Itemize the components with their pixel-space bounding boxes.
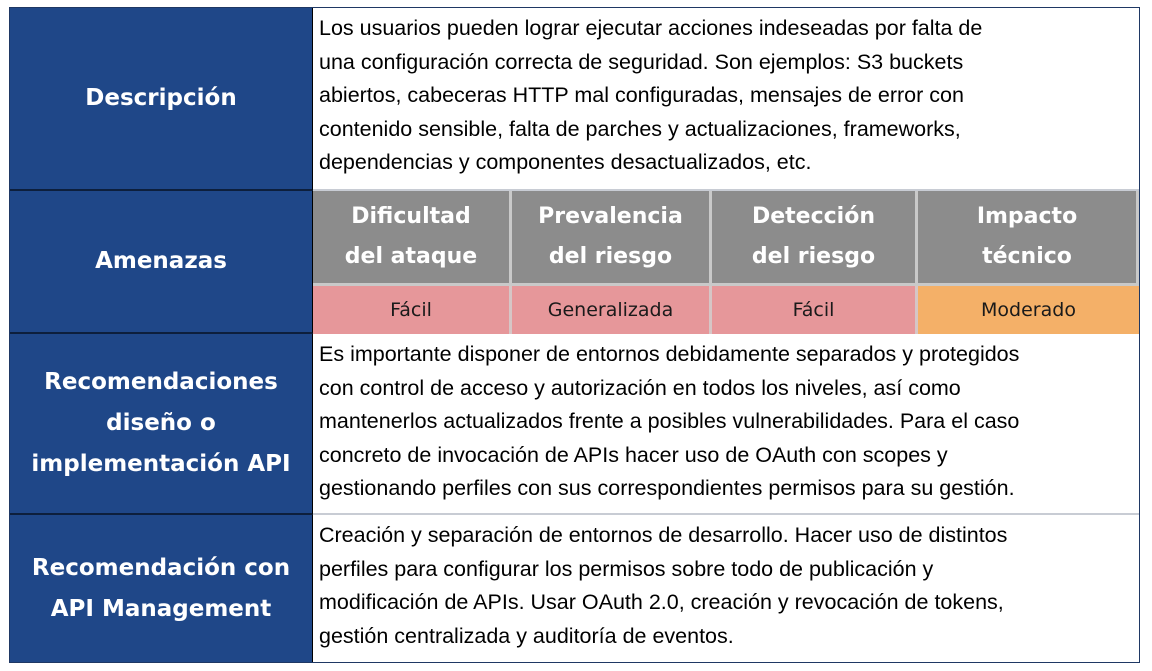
threat-header-prevalence bbox=[512, 191, 712, 286]
threat-header-difficulty bbox=[313, 191, 512, 286]
threat-value-prevalence: Generalizada bbox=[512, 286, 712, 334]
threat-header-impact bbox=[918, 191, 1139, 286]
row-label-descripcion bbox=[10, 8, 313, 191]
row-label-recomendaciones-diseno bbox=[10, 334, 313, 515]
threat-value-difficulty: Fácil bbox=[313, 286, 512, 334]
label-text: Amenazas bbox=[95, 248, 227, 274]
text-line: dependencias y componentes desactualizados, etc. bbox=[319, 150, 812, 175]
threat-value-detection: Fácil bbox=[712, 286, 918, 334]
text-line: perfiles para configurar los permisos sobre todo de publicación y bbox=[319, 556, 934, 581]
threat-value-impact: Moderado bbox=[918, 286, 1139, 334]
header-line: técnico bbox=[982, 244, 1072, 269]
text-line: con control de acceso y autorización en todos los niveles, así como bbox=[319, 375, 961, 400]
header-line: Detección bbox=[751, 204, 875, 229]
label-line: API Management bbox=[50, 595, 272, 622]
security-misconfiguration-table bbox=[9, 7, 1140, 663]
header-line: del ataque bbox=[344, 244, 478, 269]
header-line: Dificultad bbox=[351, 204, 471, 229]
text-line: modificación de APIs. Usar OAuth 2.0, creación y revocación de tokens, bbox=[319, 590, 1004, 615]
text-line: concreto de invocación de APIs hacer uso de OAuth con scopes y bbox=[319, 442, 948, 467]
header-line: del riesgo bbox=[548, 244, 673, 269]
header-line: Impacto bbox=[976, 204, 1078, 229]
design-recommendations-content bbox=[313, 334, 1139, 515]
text-line: mantenerlos actualizados frente a posibles vulnerabilidades. Para el caso bbox=[319, 409, 1020, 434]
threat-matrix bbox=[313, 191, 1139, 334]
text-line: contenido sensible, falta de parches y actualizaciones, frameworks, bbox=[319, 116, 961, 141]
header-line: del riesgo bbox=[751, 244, 876, 269]
label-line: diseño o bbox=[106, 410, 216, 436]
text-line: abiertos, cabeceras HTTP mal configuradas, mensajes de error con bbox=[319, 83, 964, 108]
label-line: Recomendaciones bbox=[44, 369, 278, 395]
label-text: Descripción bbox=[85, 85, 237, 111]
api-management-content bbox=[313, 515, 1139, 662]
text-line: Es importante disponer de entornos debidamente separados y protegidos bbox=[319, 342, 1020, 366]
header-line: Prevalencia bbox=[538, 204, 683, 229]
text-line: gestión centralizada y auditoría de eventos. bbox=[319, 623, 734, 648]
text-line: Creación y separación de entornos de desarrollo. Hacer uso de distintos bbox=[319, 523, 1008, 547]
threat-header-detection bbox=[712, 191, 918, 286]
description-content bbox=[313, 8, 1139, 191]
label-line: Recomendación con bbox=[31, 554, 291, 581]
label-line: implementación API bbox=[31, 451, 291, 477]
text-line: gestionando perfiles con sus correspondientes permisos para su gestión. bbox=[319, 476, 1015, 501]
row-label-api-management bbox=[10, 515, 313, 662]
text-line: una configuración correcta de seguridad. Son ejemplos: S3 buckets bbox=[319, 49, 964, 74]
row-label-amenazas bbox=[10, 191, 313, 334]
text-line: Los usuarios pueden lograr ejecutar acciones indeseadas por falta de bbox=[319, 16, 983, 40]
